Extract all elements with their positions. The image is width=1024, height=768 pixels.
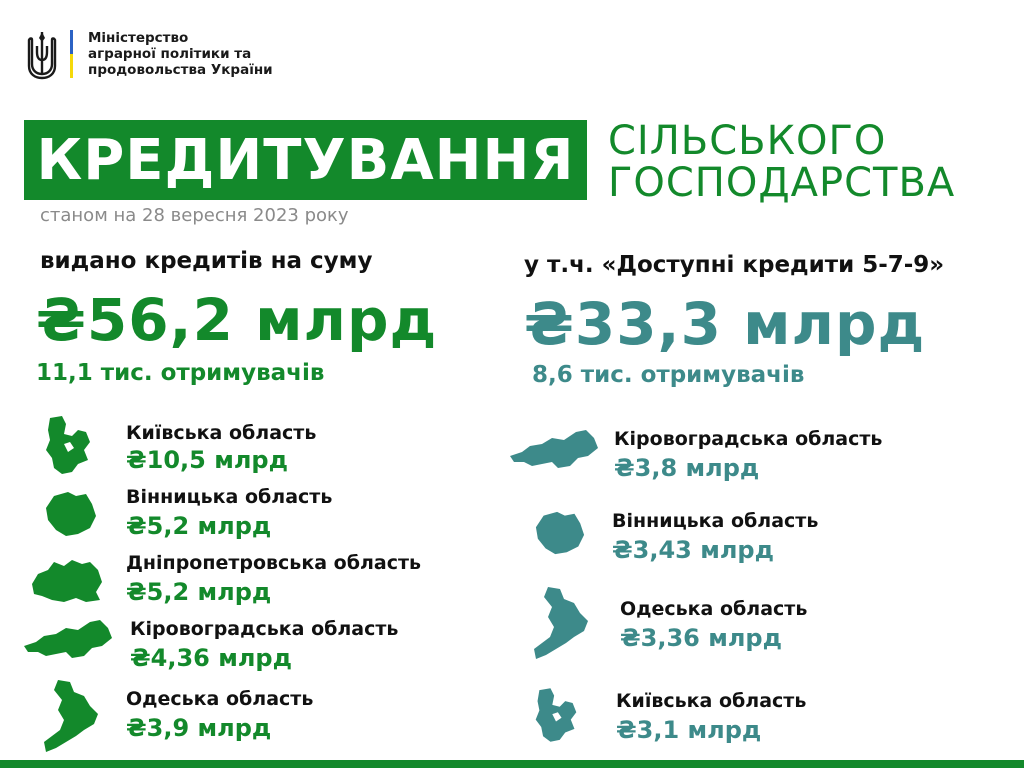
ministry-line-3: продовольства України	[88, 62, 273, 78]
odesa-oblast-map-icon	[40, 678, 102, 754]
title-main: КРЕДИТУВАННЯ	[36, 127, 575, 193]
vinnytsia-oblast-map-icon	[44, 490, 98, 538]
right-region-amount-2: ₴3,43 млрд	[612, 536, 774, 564]
right-region-amount-3: ₴3,36 млрд	[620, 624, 782, 652]
left-recipients: 11,1 тис. отримувачів	[36, 360, 325, 386]
right-region-name-4: Київська область	[616, 690, 807, 712]
ministry-line-1: Міністерство	[88, 30, 189, 46]
right-caption: у т.ч. «Доступні кредити 5-7-9»	[524, 252, 945, 278]
vinnytsia-oblast-map-icon	[534, 508, 586, 558]
left-region-amount-5: ₴3,9 млрд	[126, 714, 272, 742]
left-region-name-5: Одеська область	[126, 688, 314, 710]
flag-divider	[70, 30, 73, 78]
kyiv-oblast-map-icon	[532, 684, 580, 746]
left-region-amount-2: ₴5,2 млрд	[126, 512, 272, 540]
right-region-name-3: Одеська область	[620, 598, 808, 620]
title-sub-line-2: ГОСПОДАРСТВА	[608, 160, 956, 206]
bottom-bar	[0, 760, 1024, 768]
odesa-oblast-map-icon	[530, 584, 592, 662]
left-caption: видано кредитів на суму	[40, 248, 373, 274]
report-date: станом на 28 вересня 2023 року	[40, 205, 349, 226]
left-region-amount-3: ₴5,2 млрд	[126, 578, 272, 606]
right-region-name-2: Вінницька область	[612, 510, 819, 532]
right-region-amount-1: ₴3,8 млрд	[614, 454, 760, 482]
kyiv-oblast-map-icon	[42, 414, 94, 476]
left-region-amount-4: ₴4,36 млрд	[130, 644, 292, 672]
left-region-amount-1: ₴10,5 млрд	[126, 446, 288, 474]
right-region-amount-4: ₴3,1 млрд	[616, 716, 762, 744]
right-recipients: 8,6 тис. отримувачів	[532, 362, 805, 388]
title-banner	[24, 120, 587, 200]
ministry-line-2: аграрної політики та	[88, 46, 252, 62]
kirovohrad-oblast-map-icon	[508, 424, 600, 474]
left-region-name-2: Вінницька область	[126, 486, 333, 508]
flag-blue	[70, 30, 73, 54]
left-region-name-3: Дніпропетровська область	[126, 552, 422, 574]
dnipropetrovsk-oblast-map-icon	[28, 556, 106, 606]
left-region-name-1: Київська область	[126, 422, 317, 444]
title-subtitle	[608, 120, 955, 204]
title-sub-line-1: СІЛЬСЬКОГО	[608, 118, 887, 164]
right-total: ₴33,3 млрд	[524, 290, 926, 358]
right-region-name-1: Кіровоградська область	[614, 428, 883, 450]
flag-yellow	[70, 54, 73, 78]
left-total: ₴56,2 млрд	[36, 286, 438, 354]
left-region-name-4: Кіровоградська область	[130, 618, 399, 640]
ministry-name	[88, 30, 273, 78]
trident-logo-icon	[26, 30, 58, 80]
kirovohrad-oblast-map-icon	[22, 616, 114, 662]
